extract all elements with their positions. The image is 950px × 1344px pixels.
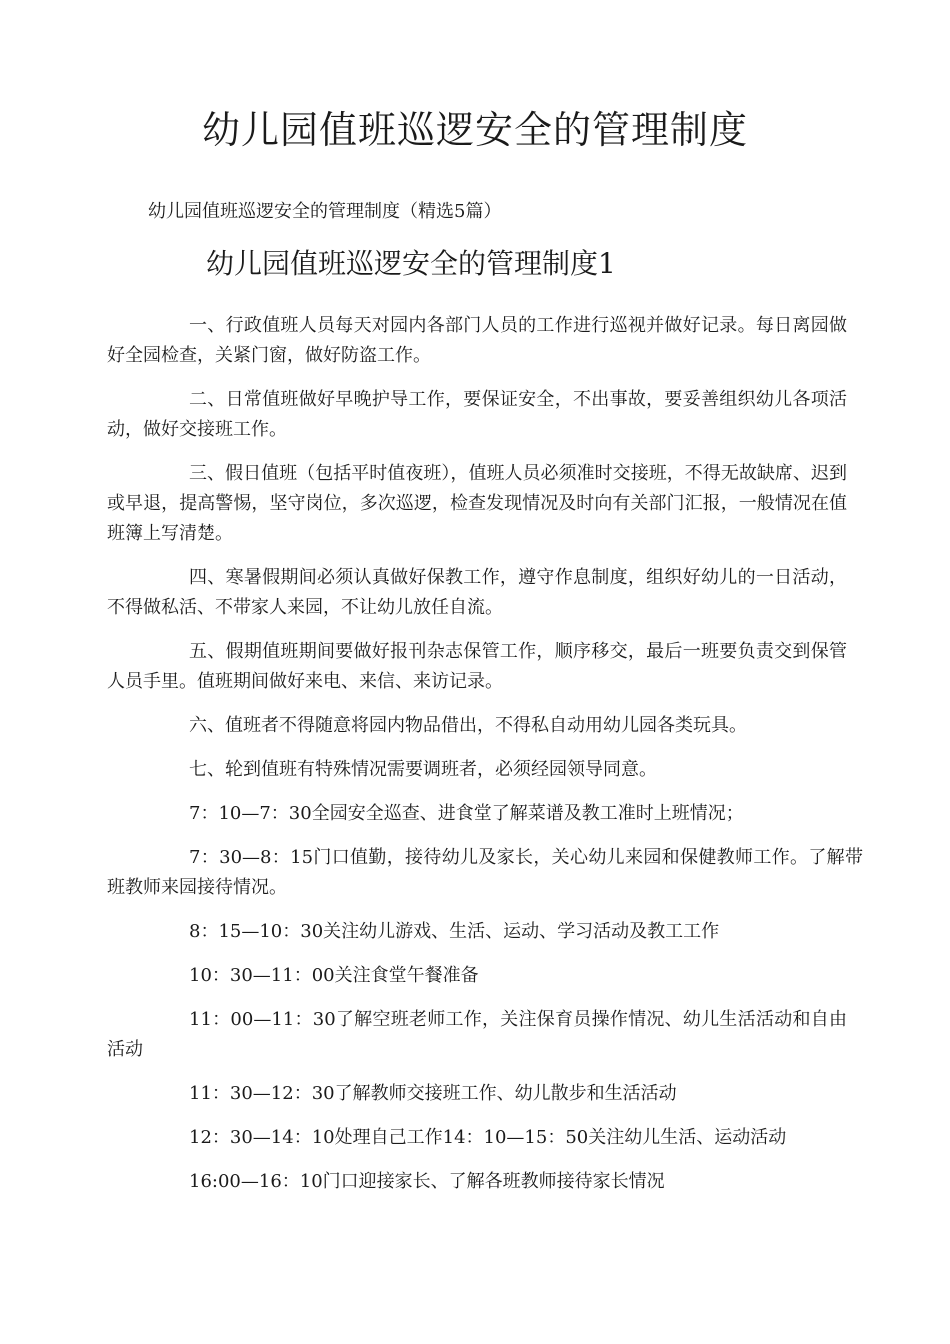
schedule-item-2: 7：30—8：15门口值勤，接待幼儿及家长，关心幼儿来园和保健教师工作。了解带班教师来园接待情况。	[107, 847, 863, 898]
paragraph-4: 四、寒暑假期间必须认真做好保教工作，遵守作息制度，组织好幼儿的一日活动，不得做私活、不带家人来园，不让幼儿放任自流。	[107, 567, 847, 618]
schedule-item-7: 12：30—14：10处理自己工作14：10—15：50关注幼儿生活、运动活动	[189, 1127, 787, 1148]
schedule-item-5: 11：00—11：30了解空班老师工作，关注保育员操作情况、幼儿生活活动和自由活动	[107, 1009, 847, 1060]
paragraph-5: 五、假期值班期间要做好报刊杂志保管工作，顺序移交，最后一班要负责交到保管人员手里。值班期间做好来电、来信、来访记录。	[107, 641, 847, 692]
paragraph-1: 一、行政值班人员每天对园内各部门人员的工作进行巡视并做好记录。每日离园做好全园检查，关紧门窗，做好防盗工作。	[107, 315, 847, 366]
paragraph-3: 三、假日值班（包括平时值夜班），值班人员必须准时交接班，不得无故缺席、迟到或早退，提高警惕，坚守岗位，多次巡逻，检查发现情况及时向有关部门汇报，一般情况在值班簿上写清楚。	[107, 463, 847, 544]
document-body	[107, 311, 863, 1211]
document-subtitle: 幼儿园值班巡逻安全的管理制度（精选5篇）	[148, 201, 502, 222]
document-title: 幼儿园值班巡逻安全的管理制度	[201, 108, 748, 152]
schedule-item-4: 10：30—11：00关注食堂午餐准备	[189, 965, 479, 986]
paragraph-7: 七、轮到值班有特殊情况需要调班者，必须经园领导同意。	[189, 759, 657, 780]
paragraph-6: 六、值班者不得随意将园内物品借出，不得私自动用幼儿园各类玩具。	[189, 715, 747, 736]
schedule-item-6: 11：30—12：30了解教师交接班工作、幼儿散步和生活活动	[189, 1083, 677, 1104]
schedule-item-1: 7：10—7：30全园安全巡查、进食堂了解菜谱及教工准时上班情况；	[189, 803, 744, 824]
paragraph-2: 二、日常值班做好早晚护导工作，要保证安全，不出事故，要妥善组织幼儿各项活动，做好交接班工作。	[107, 389, 847, 440]
section-title: 幼儿园值班巡逻安全的管理制度1	[206, 247, 616, 280]
schedule-item-8: 16:00—16：10门口迎接家长、了解各班教师接待家长情况	[189, 1171, 665, 1192]
schedule-item-3: 8：15—10：30关注幼儿游戏、生活、运动、学习活动及教工工作	[189, 921, 720, 942]
